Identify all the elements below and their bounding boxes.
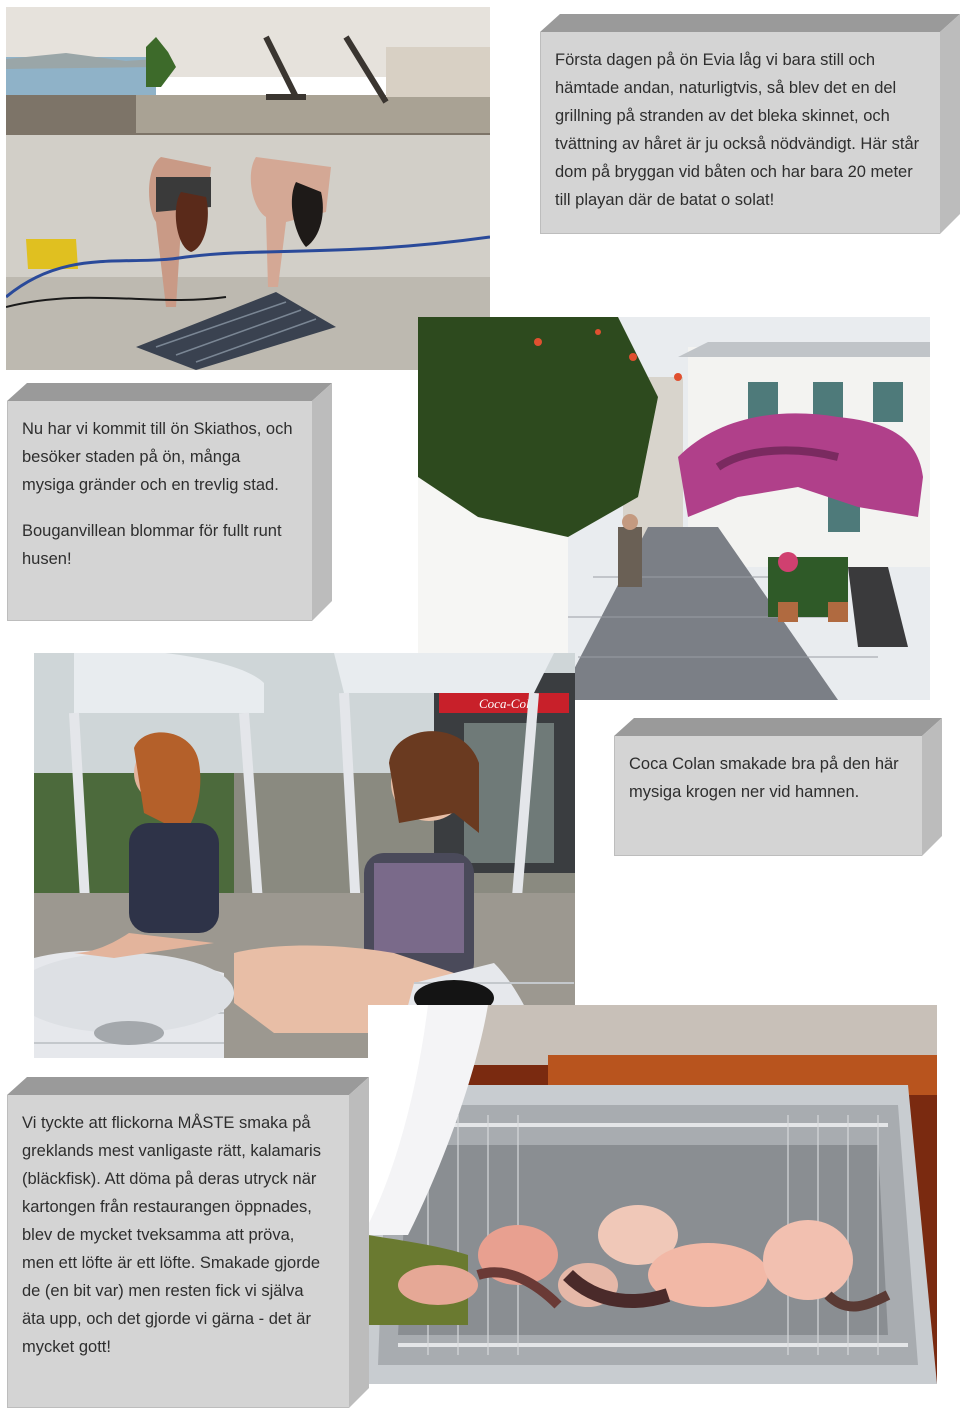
caption-box-face xyxy=(614,736,922,856)
caption-skiathos-bougainvillea: Bouganvillean blommar för fullt runt husen! xyxy=(22,522,282,568)
caption-box-top-bevel xyxy=(540,14,960,32)
caption-box-top-bevel xyxy=(614,718,942,736)
photo-evia-pier xyxy=(6,7,490,370)
caption-box-evia xyxy=(540,14,960,234)
photo-harbour-cafe xyxy=(34,653,575,1058)
caption-box-top-bevel xyxy=(7,383,332,401)
caption-kalamari: Vi tyckte att flickorna MÅSTE smaka på greklands mest vanligaste rätt, kalamaris (bläckfisk). Att döma på deras utryck när kartongen från restaurangen öppnades, blev de mycket tveksamma att pröva, men ett löfte är ett löfte. Smakade gjorde de (en bit var) men resten fick vi själva äta upp, och det gjorde vi gärna - det är mycket gott! xyxy=(22,1114,321,1356)
photo-skiathos-street xyxy=(418,317,930,700)
caption-skiathos-intro: Nu har vi kommit till ön Skiathos, och besöker staden på ön, många mysiga gränder och en trevlig stad. xyxy=(22,420,293,494)
caption-box-side-bevel xyxy=(349,1077,369,1408)
photo-skiathos-street-image xyxy=(418,317,930,700)
caption-box-side-bevel xyxy=(312,383,332,621)
caption-box-skiathos xyxy=(7,383,332,621)
caption-cola: Coca Colan smakade bra på den här mysiga krogen ner vid hamnen. xyxy=(629,755,899,801)
caption-box-face xyxy=(540,32,940,234)
photo-harbour-cafe-image xyxy=(34,653,575,1058)
caption-box-side-bevel xyxy=(922,718,942,856)
caption-box-face xyxy=(7,1095,349,1408)
photo-evia-pier-image xyxy=(6,7,490,370)
caption-evia: Första dagen på ön Evia låg vi bara still och hämtade andan, naturligtvis, så blev det en del grillning på stranden av det bleka skinnet, och tvättning av håret är ju också nödvändigt. Här står dom på bryggan vid båten och har bara 20 meter till playan där de batat o solat! xyxy=(555,51,920,209)
photo-kalamari-tray-image xyxy=(368,1005,937,1384)
caption-box-side-bevel xyxy=(940,14,960,234)
caption-box-kalamari xyxy=(7,1077,369,1408)
caption-box-top-bevel xyxy=(7,1077,369,1095)
coca-cola-sign: Coca-Cola xyxy=(479,696,537,711)
photo-kalamari-tray xyxy=(368,1005,937,1384)
caption-box-face xyxy=(7,401,312,621)
caption-box-cola xyxy=(614,718,942,856)
